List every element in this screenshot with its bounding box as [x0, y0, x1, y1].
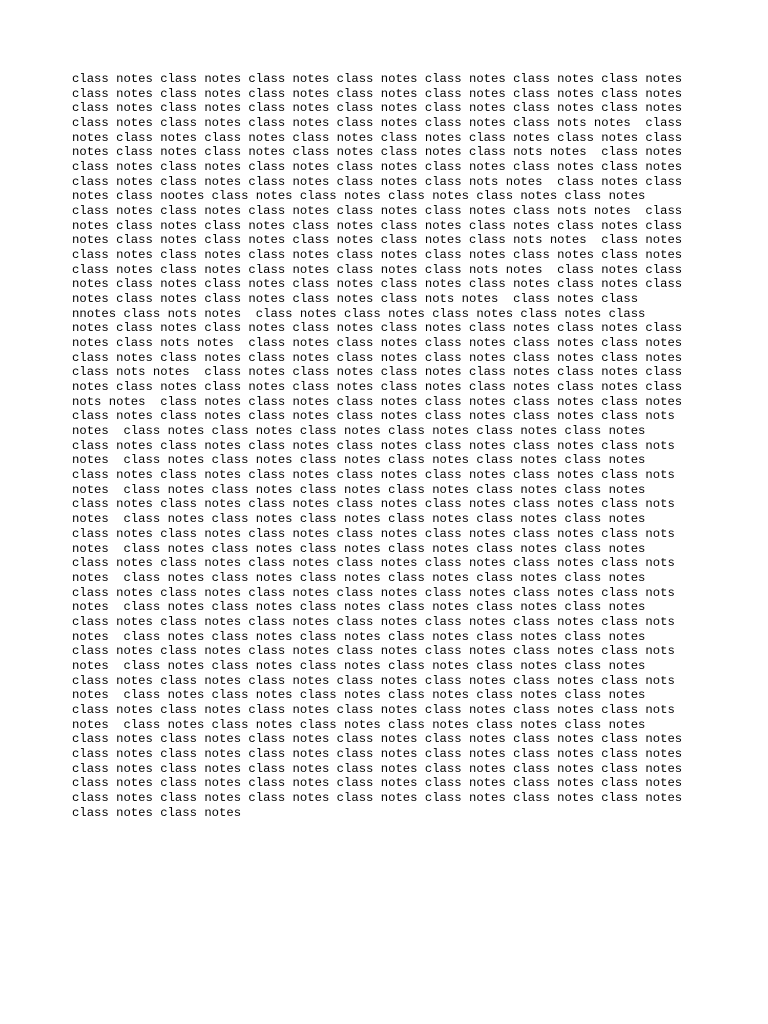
text-line: class notes class notes class notes class notes class notes class notes class notes — [72, 248, 683, 263]
text-line: notes class notes class notes class notes class notes class notes class notes class — [72, 277, 683, 292]
text-line: class notes class notes class notes class notes class notes class notes class notes — [72, 761, 683, 776]
text-line: notes class notes class notes class notes class notes class notes class notes class — [72, 130, 683, 145]
text-line: class notes class notes class notes class notes class notes class notes class nots — [72, 644, 675, 659]
text-line: notes class nootes class notes class notes class notes class notes class notes — [72, 189, 646, 204]
text-line: class nots notes class notes class notes class notes class notes class notes class — [72, 365, 683, 380]
text-line: class notes class notes — [72, 805, 242, 820]
body-text — [72, 72, 712, 820]
text-line: notes class notes class notes class notes class notes class notes class notes — [72, 717, 646, 732]
text-line: notes class nots notes class notes class notes class notes class notes class notes — [72, 336, 683, 351]
text-line: class notes class notes class notes class notes class notes class nots notes class — [72, 116, 683, 131]
text-line: nnotes class nots notes class notes class notes class notes class notes class — [72, 306, 646, 321]
text-line: class notes class notes class notes class notes class notes class notes class nots — [72, 409, 675, 424]
text-line: class notes class notes class notes class notes class notes class notes class nots — [72, 526, 675, 541]
text-line: class notes class notes class notes class notes class notes class notes class nots — [72, 673, 675, 688]
text-line: notes class notes class notes class notes class notes class nots notes class notes — [72, 145, 683, 160]
text-line: class notes class notes class notes class notes class notes class notes class notes — [72, 101, 683, 116]
text-line: notes class notes class notes class notes class nots notes class notes class — [72, 292, 639, 307]
text-line: class notes class notes class notes class notes class notes class notes class nots — [72, 585, 675, 600]
text-line: nots notes class notes class notes class notes class notes class notes class notes — [72, 394, 683, 409]
text-line: class notes class notes class notes class notes class notes class notes class nots — [72, 702, 675, 717]
text-line: class notes class notes class notes class notes class notes class notes class notes — [72, 732, 683, 747]
text-line: notes class notes class notes class notes class notes class notes class notes class — [72, 321, 683, 336]
text-line: notes class notes class notes class notes class notes class notes class notes — [72, 424, 646, 439]
text-line: notes class notes class notes class notes class notes class notes class notes — [72, 482, 646, 497]
text-line: notes class notes class notes class notes class notes class notes class notes — [72, 541, 646, 556]
text-line: class notes class notes class notes class notes class notes class notes class notes — [72, 746, 683, 761]
text-line: notes class notes class notes class notes class notes class notes class notes — [72, 629, 646, 644]
text-line: notes class notes class notes class notes class notes class notes class notes — [72, 600, 646, 615]
text-line: class notes class notes class notes class notes class notes class notes class nots — [72, 468, 675, 483]
text-line: class notes class notes class notes class notes class nots notes class notes class — [72, 174, 683, 189]
text-line: class notes class notes class notes class notes class notes class notes class notes — [72, 86, 683, 101]
text-line: notes class notes class notes class notes class notes class notes class notes class — [72, 218, 683, 233]
text-line: notes class notes class notes class notes class notes class notes class notes — [72, 688, 646, 703]
text-line: class notes class notes class notes class notes class notes class notes class nots — [72, 614, 675, 629]
text-line: notes class notes class notes class notes class notes class notes class notes — [72, 453, 646, 468]
text-line: notes class notes class notes class notes class notes class notes class notes class — [72, 380, 683, 395]
text-line: class notes class notes class notes class notes class notes class notes class notes — [72, 72, 683, 86]
text-line: notes class notes class notes class notes class notes class nots notes class notes — [72, 233, 683, 248]
text-line: notes class notes class notes class notes class notes class notes class notes — [72, 658, 646, 673]
text-line: class notes class notes class notes class notes class notes class nots notes class — [72, 204, 683, 219]
text-line: notes class notes class notes class notes class notes class notes class notes — [72, 512, 646, 527]
text-line: class notes class notes class notes class notes class notes class notes class notes — [72, 776, 683, 791]
text-line: class notes class notes class notes class notes class nots notes class notes class — [72, 262, 683, 277]
text-line: class notes class notes class notes class notes class notes class notes class nots — [72, 438, 675, 453]
text-line: class notes class notes class notes class notes class notes class notes class notes — [72, 350, 683, 365]
text-line: class notes class notes class notes class notes class notes class notes class notes — [72, 790, 683, 805]
text-line: class notes class notes class notes class notes class notes class notes class nots — [72, 497, 675, 512]
text-line: notes class notes class notes class notes class notes class notes class notes — [72, 570, 646, 585]
text-line: class notes class notes class notes class notes class notes class notes class nots — [72, 556, 675, 571]
text-line: class notes class notes class notes class notes class notes class notes class notes — [72, 160, 683, 175]
